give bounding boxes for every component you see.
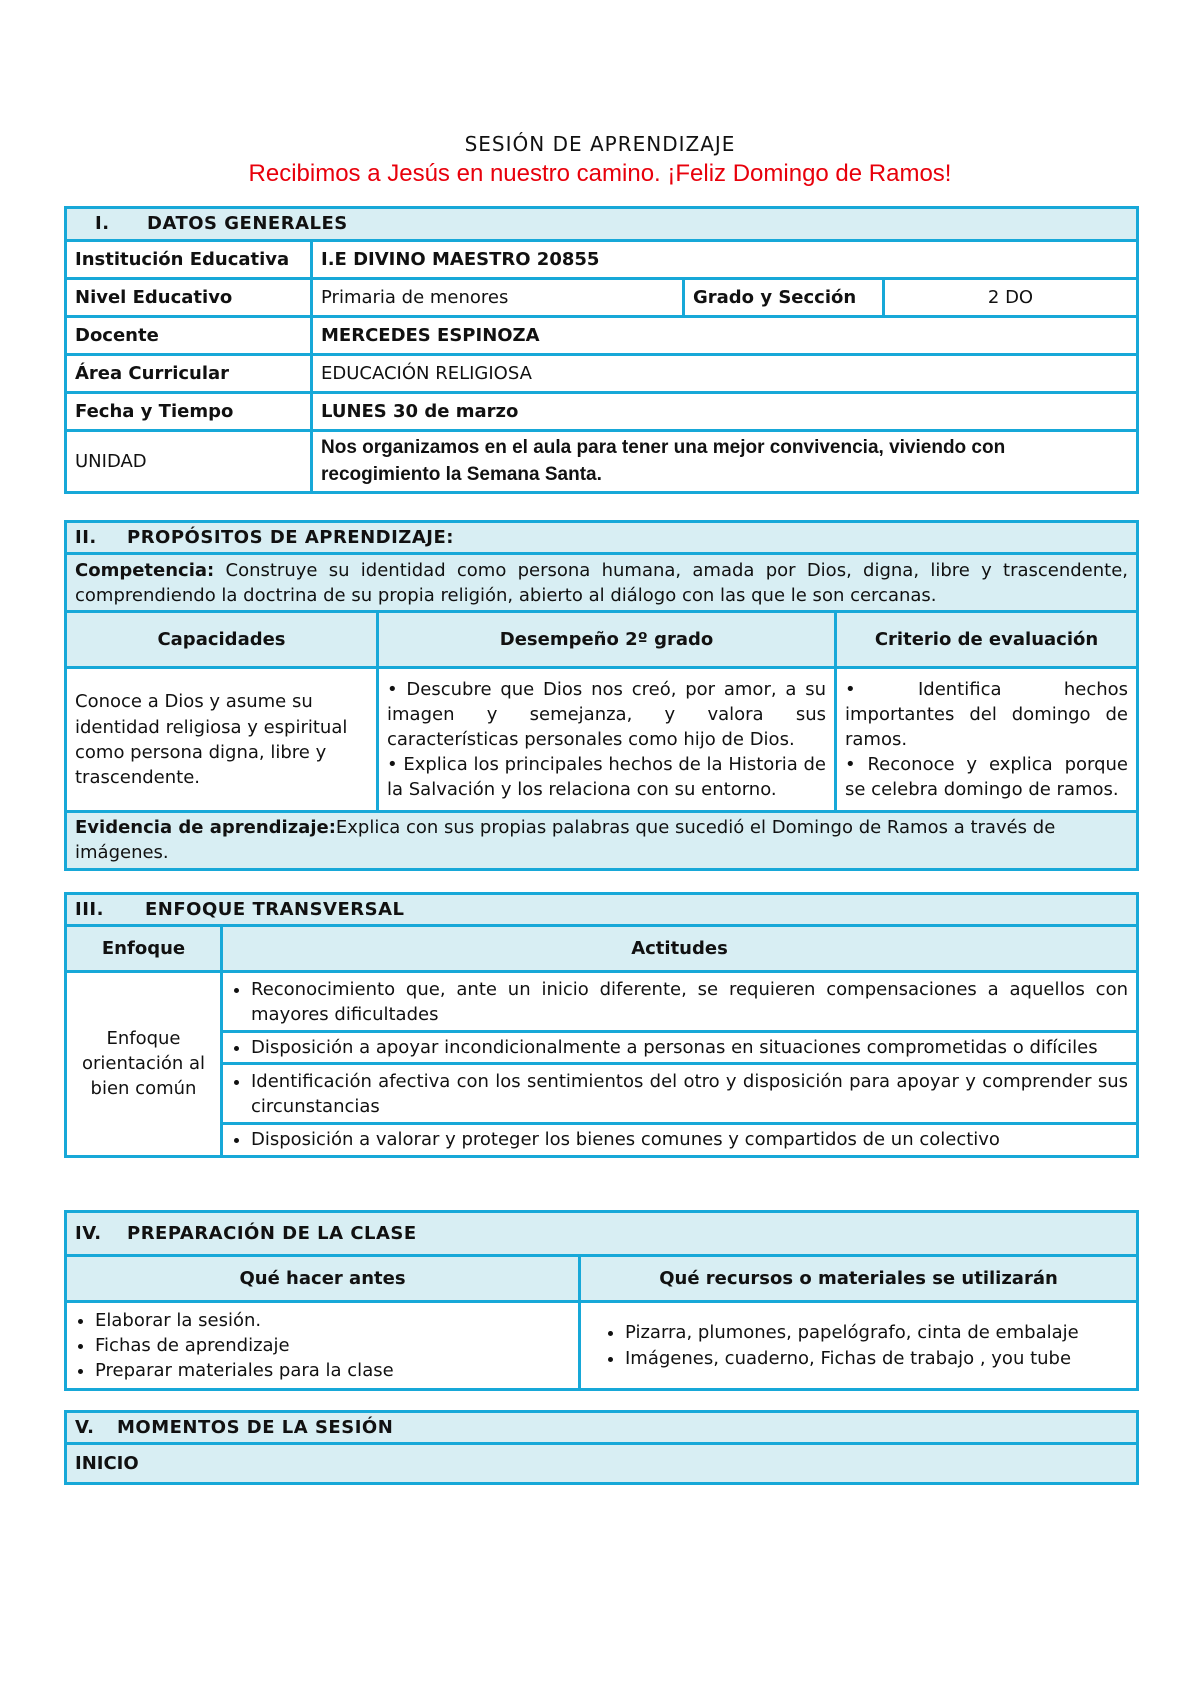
recursos-item: • Pizarra, plumones, papelógrafo, cinta de embalaje [625, 1320, 1128, 1345]
col-antes: Qué hacer antes [66, 1256, 580, 1302]
actitud-text: • Identificación afectiva con los sentimientos del otro y disposición para apoyar y comprender sus circunstancias [251, 1069, 1128, 1119]
evidencia-label: Evidencia de aprendizaje: [75, 817, 336, 839]
section-numeral: I. [95, 213, 110, 235]
criterio-item: • Reconoce y explica porque se celebra domingo de ramos. [845, 754, 1129, 801]
section-numeral: III. [75, 899, 104, 920]
evidencia-text: Explica con sus propias palabras que sucedió el Domingo de Ramos a través de imágenes. [75, 817, 1056, 864]
nivel-value: Primaria de menores [312, 279, 684, 317]
unidad-label: UNIDAD [66, 431, 312, 493]
col-recursos: Qué recursos o materiales se utilizarán [580, 1256, 1138, 1302]
section-numeral: V. [75, 1417, 95, 1438]
area-label: Área Curricular [66, 355, 312, 393]
desempeno-item: • Descubre que Dios nos creó, por amor, a su imagen y semejanza, y valora sus características personales como hijo de Dios. [387, 678, 826, 751]
section-title: DATOS GENERALES [147, 213, 348, 235]
section-heading [66, 522, 1138, 554]
enfoque-name: Enfoque orientación al bien común [66, 972, 222, 1156]
actitud-item [222, 1124, 1138, 1156]
section-title: PREPARACIÓN DE LA CLASE [127, 1222, 417, 1244]
propositos-table [64, 520, 1139, 871]
page-title: SESIÓN DE APRENDIZAJE [464, 132, 736, 156]
section-title: MOMENTOS DE LA SESIÓN [117, 1417, 394, 1438]
grado-label: Grado y Sección [684, 279, 884, 317]
section-title: ENFOQUE TRANSVERSAL [145, 899, 405, 920]
recursos-item: • Imágenes, cuaderno, Fichas de trabajo , you tube [625, 1346, 1128, 1371]
antes-item: • Preparar materiales para la clase [95, 1358, 570, 1383]
recursos-cell [580, 1302, 1138, 1390]
antes-item: • Elaborar la sesión. [95, 1308, 570, 1333]
section-numeral: II. [75, 527, 97, 548]
antes-cell [66, 1302, 580, 1390]
col-desempeno: Desempeño 2º grado [378, 612, 836, 668]
preparacion-table [64, 1210, 1139, 1391]
col-enfoque: Enfoque [66, 926, 222, 972]
actitud-text: • Disposición a apoyar incondicionalmente a personas en situaciones comprometidas o difíciles [251, 1035, 1128, 1060]
momentos-table [64, 1410, 1139, 1485]
fecha-value: LUNES 30 de marzo [312, 393, 1138, 431]
section-heading [66, 1412, 1138, 1444]
section-numeral: IV. [75, 1222, 102, 1244]
antes-item: • Fichas de aprendizaje [95, 1333, 570, 1358]
section-heading [66, 208, 1138, 241]
inicio-label: INICIO [66, 1444, 1138, 1484]
fecha-label: Fecha y Tiempo [66, 393, 312, 431]
unidad-value: Nos organizamos en el aula para tener una mejor convivencia, viviendo con recogimiento la Semana Santa. [312, 431, 1138, 493]
desempeno-cell [378, 668, 836, 812]
actitud-item [222, 1032, 1138, 1064]
docente-label: Docente [66, 317, 312, 355]
institucion-label: Institución Educativa [66, 241, 312, 279]
section-heading [66, 894, 1138, 926]
docente-value: MERCEDES ESPINOZA [312, 317, 1138, 355]
section-heading [66, 1212, 1138, 1256]
competencia-text: Construye su identidad como persona humana, amada por Dios, digna, libre y trascendente, comprendiendo la doctrina de su propia religión, abierto al diálogo con las que le son cercanas. [75, 559, 1129, 606]
col-criterio: Criterio de evaluación [836, 612, 1138, 668]
criterio-item: • Identifica hechos importantes del domingo de ramos. [845, 678, 1129, 751]
competencia [66, 554, 1138, 612]
col-capacidades: Capacidades [66, 612, 378, 668]
actitud-item [222, 1064, 1138, 1124]
desempeno-item: • Explica los principales hechos de la Historia de la Salvación y los relaciona con su entorno. [387, 754, 826, 801]
competencia-label: Competencia: [75, 559, 215, 581]
institucion-value: I.E DIVINO MAESTRO 20855 [312, 241, 1138, 279]
grado-value: 2 DO [884, 279, 1138, 317]
col-actitudes: Actitudes [222, 926, 1138, 972]
datos-generales-table [64, 206, 1139, 494]
section-title: PROPÓSITOS DE APRENDIZAJE: [127, 527, 454, 548]
nivel-label: Nivel Educativo [66, 279, 312, 317]
actitud-item [222, 972, 1138, 1032]
actitud-text: • Disposición a valorar y proteger los bienes comunes y compartidos de un colectivo [251, 1127, 1128, 1152]
area-value: EDUCACIÓN RELIGIOSA [312, 355, 1138, 393]
capacidad-text: Conoce a Dios y asume su identidad religiosa y espiritual como persona digna, libre y trascendente. [66, 668, 378, 812]
criterio-cell [836, 668, 1138, 812]
evidencia [66, 812, 1138, 869]
actitud-text: • Reconocimiento que, ante un inicio diferente, se requieren compensaciones a aquellos con mayores dificultades [251, 977, 1128, 1027]
page-subtitle: Recibimos a Jesús en nuestro camino. ¡Feliz Domingo de Ramos! [248, 160, 952, 187]
enfoque-table [64, 892, 1139, 1158]
